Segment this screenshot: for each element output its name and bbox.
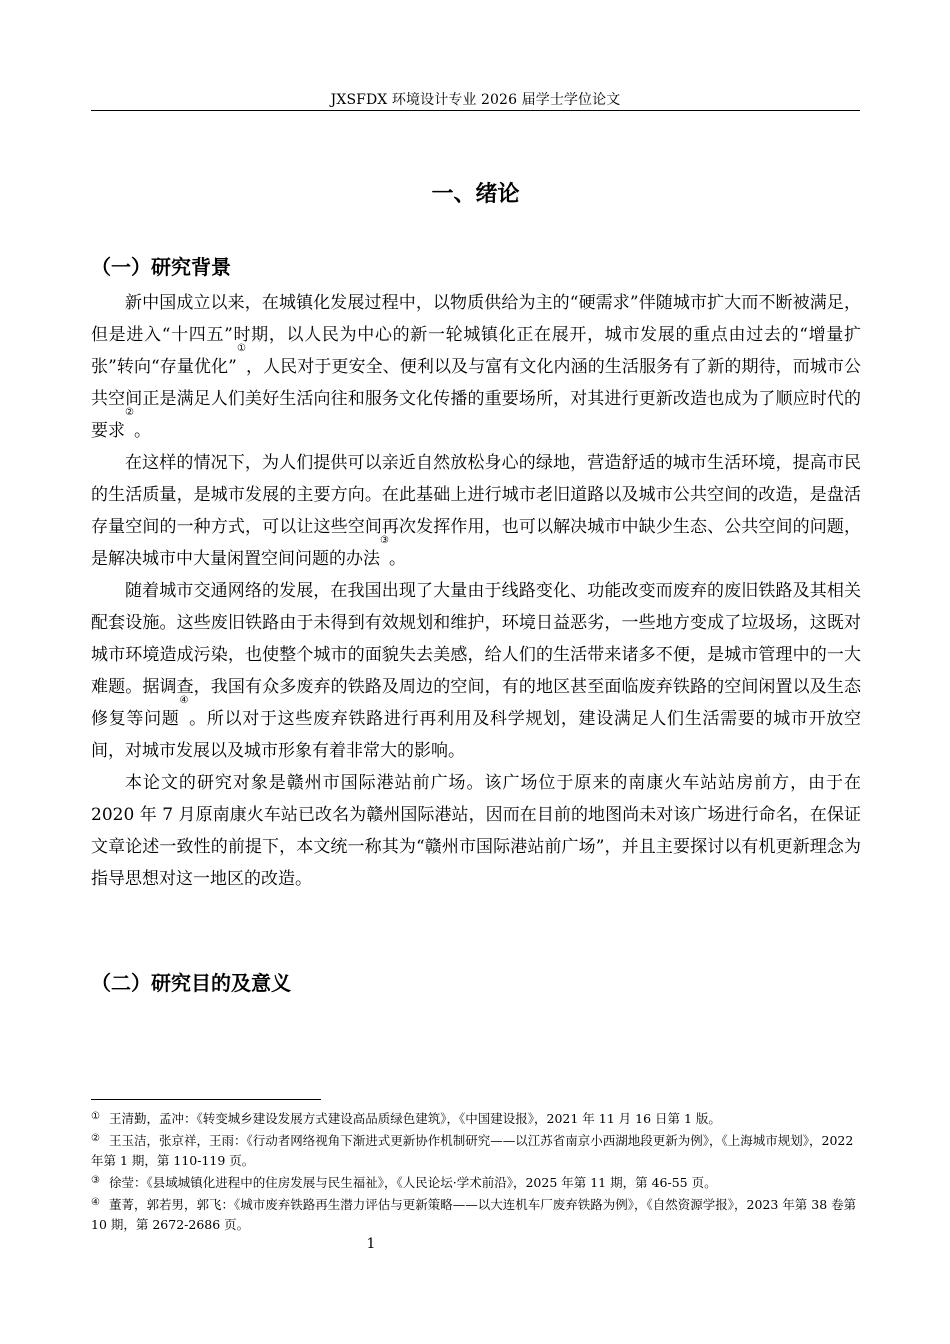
- header-rule: [91, 110, 860, 111]
- paragraph-4: [91, 767, 861, 895]
- footnote-ref-1[interactable]: ①: [236, 343, 246, 354]
- paragraph-1: [91, 287, 861, 447]
- section-body-background: [91, 287, 861, 895]
- paragraph-2: [91, 447, 861, 575]
- footnote-1: [91, 1109, 861, 1129]
- footnote-ref-4[interactable]: ④: [179, 695, 190, 706]
- footnote-text: 徐莹：《县域城镇化进程中的住房发展与民生福祉》，《人民论坛·学术前沿》，2025 年第 11 期，第 46-55 页。: [109, 1175, 717, 1190]
- page-number: 1: [366, 1236, 376, 1252]
- paragraph-1-text: 新中国成立以来，在城镇化发展过程中，以物质供给为主的“硬需求”伴随城市扩大而不断被满足，但是进入“十四五”时期，以人民为中心的新一轮城镇化正在展开，城市发展的重点由过去的“增量扩张”转向“存量优化”: [91, 293, 861, 377]
- footnote-text: 董菁，郭若男，郭飞：《城市废弃铁路再生潜力评估与更新策略——以大连机车厂废弃铁路为例》，《自然资源学报》，2023 年第 38 卷第 10 期，第 2672-2686 页。: [91, 1197, 857, 1232]
- footnotes: [91, 1109, 861, 1237]
- running-header: JXSFDX 环境设计专业 2026 届学士学位论文: [330, 92, 621, 108]
- paragraph-1-text: ，人民对于更安全、便利以及与富有文化内涵的生活服务有了新的期待，而城市公共空间正是满足人们美好生活向往和服务文化传播的重要场所，对其进行更新改造也成为了顺应时代的要求: [91, 357, 862, 441]
- footnote-3: [91, 1173, 861, 1193]
- footnote-2: [91, 1131, 861, 1171]
- footnote-4: [91, 1195, 861, 1235]
- footnote-text: 王清勤，孟冲：《转变城乡建设发展方式建设高品质绿色建筑》，《中国建设报》，2021 年 11 月 16 日第 1 版。: [109, 1111, 721, 1126]
- footnote-mark: ③: [91, 1175, 100, 1186]
- paragraph-2-text: 在这样的情况下，为人们提供可以亲近自然放松身心的绿地，营造舒适的城市生活环境，提高市民的生活质量，是城市发展的主要方向。在此基础上进行城市老旧道路以及城市公共空间的改造，是盘活存量空间的一种方式，可以让这些空间再次发挥作用，也可以解决城市中缺少生态、公共空间的问题，是解决城市中大量闲置空间问题的办法: [91, 453, 861, 569]
- paragraph-4-text: 本论文的研究对象是赣州市国际港站前广场。该广场位于原来的南康火车站站房前方，由于在 2020 年 7 月原南康火车站已改名为赣州国际港站，因而在目前的地图尚未对该广场进行命名，在保证文章论述一致性的前提下，本文统一称其为“赣州市国际港站前广场”，并且主要探讨以有机更新理念为指导思想对这一地区的改造。: [91, 773, 861, 889]
- footnote-mark: ④: [91, 1197, 100, 1208]
- paragraph-3-text: 。所以对于这些废弃铁路进行再利用及科学规划，建设满足人们生活需要的城市开放空间，对城市发展以及城市形象有着非常大的影响。: [91, 709, 862, 761]
- paragraph-3: [91, 575, 861, 767]
- paragraph-2-text: 。: [388, 549, 406, 569]
- section-heading-background: （一）研究背景: [91, 255, 231, 279]
- chapter-title: 一、绪论: [431, 182, 520, 207]
- footnote-text: 王玉洁，张京祥，王雨：《行动者网络视角下渐进式更新协作机制研究——以江苏省南京小西湖地段更新为例》，《上海城市规划》，2022 年第 1 期，第 110-119 页。: [91, 1133, 854, 1168]
- section-heading-purpose: （二）研究目的及意义: [91, 971, 291, 995]
- footnote-ref-3[interactable]: ③: [380, 535, 389, 546]
- footnote-ref-2[interactable]: ②: [125, 407, 134, 418]
- footnote-separator: [91, 1099, 321, 1100]
- footnote-mark: ①: [91, 1111, 100, 1122]
- paragraph-3-text: 随着城市交通网络的发展，在我国出现了大量由于线路变化、功能改变而废弃的废旧铁路及其相关配套设施。这些废旧铁路由于未得到有效规划和维护，环境日益恶劣，一些地方变成了垃圾场，这既对城市环境造成污染，也使整个城市的面貌失去美感，给人们的生活带来诸多不便，是城市管理中的一大难题。据调查，我国有众多废弃的铁路及周边的空间，有的地区甚至面临废弃铁路的空间闲置以及生态修复等问题: [91, 581, 861, 729]
- footnote-mark: ②: [91, 1133, 100, 1144]
- paragraph-1-text: 。: [133, 421, 151, 441]
